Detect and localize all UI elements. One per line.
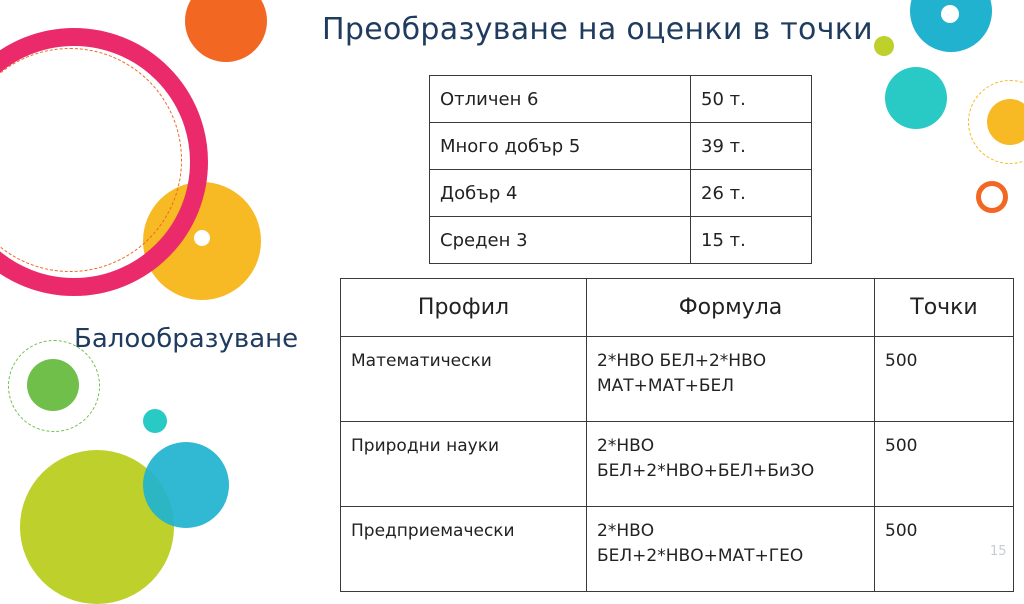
decor-teal-circle — [885, 67, 947, 129]
grades-table — [429, 75, 812, 264]
points-cell: 39 т. — [691, 123, 812, 170]
profile-cell: Предприемачески — [341, 507, 587, 592]
table-row — [430, 123, 812, 170]
slide-number: 15 — [990, 544, 1007, 559]
decor-teal-dot — [143, 409, 167, 433]
points-cell: 500 — [875, 337, 1014, 422]
points-cell: 50 т. — [691, 76, 812, 123]
profile-cell: Природни науки — [341, 422, 587, 507]
table-row — [341, 422, 1014, 507]
points-cell: 26 т. — [691, 170, 812, 217]
decor-top-white-dot — [941, 5, 959, 23]
table-row — [341, 337, 1014, 422]
formula-cell: 2*НВО БЕЛ+2*НВО МАТ+МАТ+БЕЛ — [587, 337, 875, 422]
table-row — [430, 217, 812, 264]
profile-cell: Математически — [341, 337, 587, 422]
formula-cell: 2*НВО БЕЛ+2*НВО+БЕЛ+БиЗО — [587, 422, 875, 507]
profiles-table — [340, 278, 1014, 592]
decor-orange-ring — [976, 181, 1008, 213]
grade-cell: Отличен 6 — [430, 76, 691, 123]
table-row — [341, 507, 1014, 592]
header-profile: Профил — [341, 279, 587, 337]
formula-cell: 2*НВО БЕЛ+2*НВО+МАТ+ГЕО — [587, 507, 875, 592]
grade-cell: Много добър 5 — [430, 123, 691, 170]
decor-orange-circle — [185, 0, 267, 62]
decor-green-circle — [27, 359, 79, 411]
decor-lime-dot — [874, 36, 894, 56]
table-header-row — [341, 279, 1014, 337]
points-cell: 15 т. — [691, 217, 812, 264]
header-formula: Формула — [587, 279, 875, 337]
grade-cell: Добър 4 — [430, 170, 691, 217]
header-points: Точки — [875, 279, 1014, 337]
decor-white-dot — [194, 230, 210, 246]
points-cell: 500 — [875, 422, 1014, 507]
page-title: Преобразуване на оценки в точки — [322, 12, 873, 47]
decor-blue-circle — [143, 442, 229, 528]
table-row — [430, 170, 812, 217]
grade-cell: Среден 3 — [430, 217, 691, 264]
points-cell: 500 — [875, 507, 1014, 592]
section-title: Балообразуване — [74, 324, 299, 354]
table-row — [430, 76, 812, 123]
